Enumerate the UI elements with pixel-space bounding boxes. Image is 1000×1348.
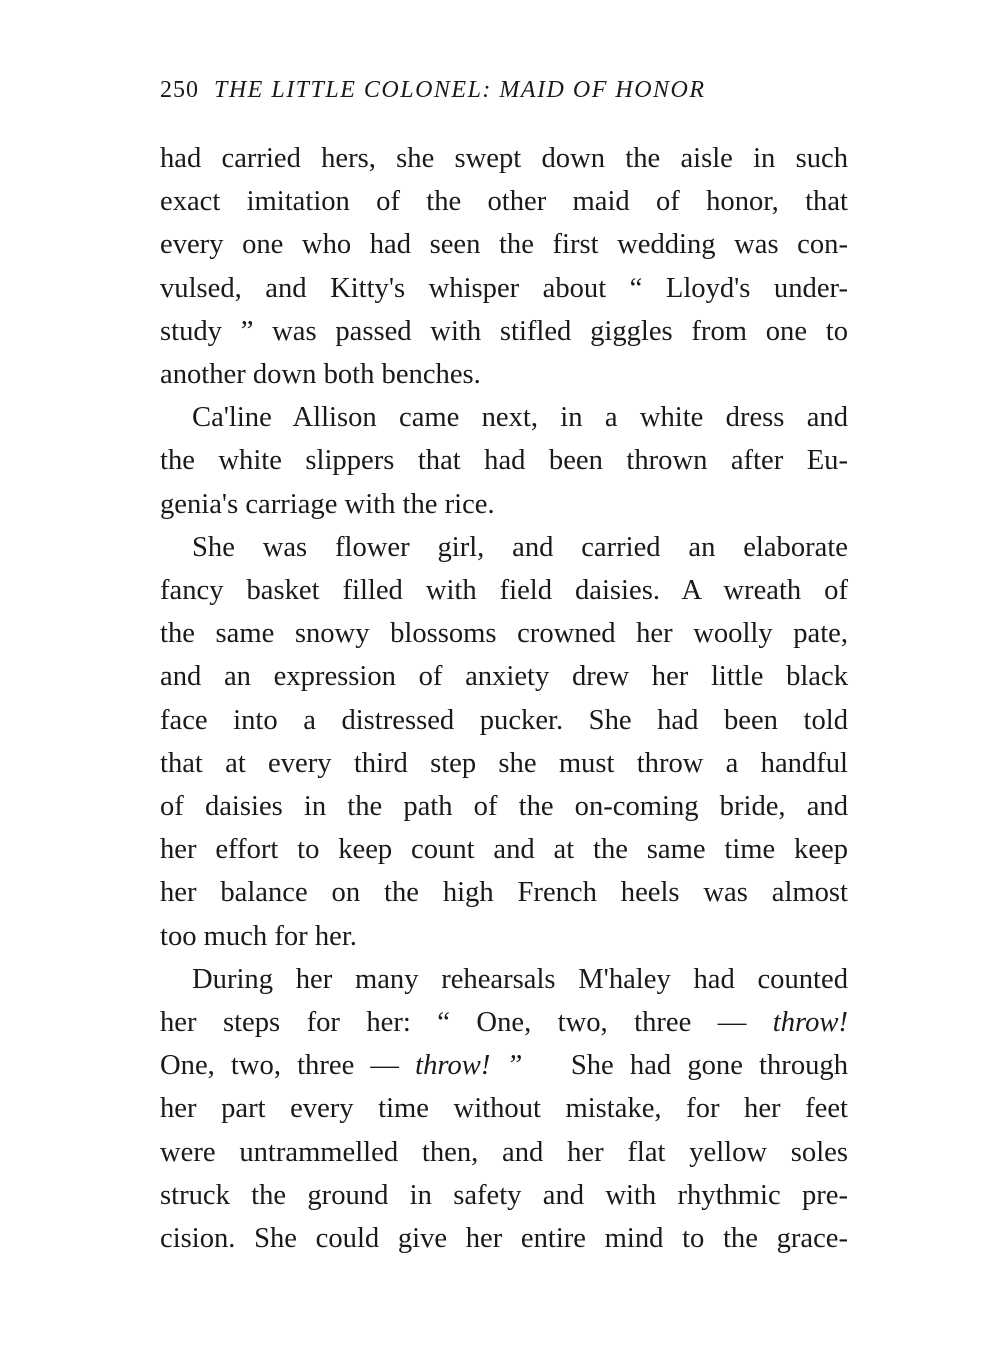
text-line: During her many rehearsals M'haley had counted: [192, 963, 848, 995]
italic-word: throw!: [772, 1007, 848, 1039]
text-line: cision. She could give her entire mind to the grace-: [160, 1223, 848, 1255]
text-line: too much for her.: [160, 920, 357, 952]
text-line-with-italic: [160, 1001, 848, 1044]
text-line: face into a distressed pucker. She had been told: [160, 704, 848, 736]
text-line-with-italic: [160, 1044, 848, 1087]
text-line: the same snowy blossoms crowned her woolly pate,: [160, 618, 848, 650]
paragraph-3: [160, 526, 848, 958]
text-line: her effort to keep count and at the same time keep: [160, 834, 848, 866]
line-segment: her steps for her: “ One, two, three —: [160, 1007, 747, 1039]
paragraph-2: [160, 396, 848, 526]
text-line: study ” was passed with stifled giggles from one to: [160, 315, 848, 347]
text-line: She was flower girl, and carried an elaborate: [192, 531, 848, 563]
page-number: 250: [160, 77, 199, 103]
text-line: exact imitation of the other maid of honor, that: [160, 186, 848, 218]
paragraph-4: [160, 958, 848, 1260]
text-line: Ca'line Allison came next, in a white dress and: [192, 402, 848, 434]
running-title: THE LITTLE COLONEL: MAID OF HONOR: [214, 77, 706, 103]
text-line: and an expression of anxiety drew her little black: [160, 661, 848, 693]
text-line: that at every third step she must throw a handful: [160, 747, 848, 779]
text-line: genia's carriage with the rice.: [160, 488, 495, 520]
text-line: her balance on the high French heels was almost: [160, 877, 848, 909]
text-line: had carried hers, she swept down the aisle in such: [160, 143, 848, 174]
running-header: [160, 72, 850, 108]
line-segment: She had gone through: [570, 1050, 849, 1082]
italic-word: throw! ”: [415, 1050, 523, 1082]
text-line: struck the ground in safety and with rhythmic pre-: [160, 1179, 848, 1211]
paragraph-1: [160, 137, 848, 396]
text-line: fancy basket filled with field daisies. A wreath of: [160, 575, 848, 607]
text-line: every one who had seen the first wedding was con-: [160, 229, 848, 261]
line-segment: One, two, three —: [160, 1050, 400, 1082]
body-text: [160, 137, 848, 1260]
text-line: were untrammelled then, and her flat yellow soles: [160, 1136, 848, 1168]
text-line: vulsed, and Kitty's whisper about “ Lloyd's under-: [160, 272, 848, 304]
text-line: of daisies in the path of the on-coming bride, and: [160, 791, 848, 823]
text-line: another down both benches.: [160, 359, 481, 391]
text-line: her part every time without mistake, for her feet: [160, 1093, 848, 1125]
text-line: the white slippers that had been thrown after Eu-: [160, 445, 848, 477]
